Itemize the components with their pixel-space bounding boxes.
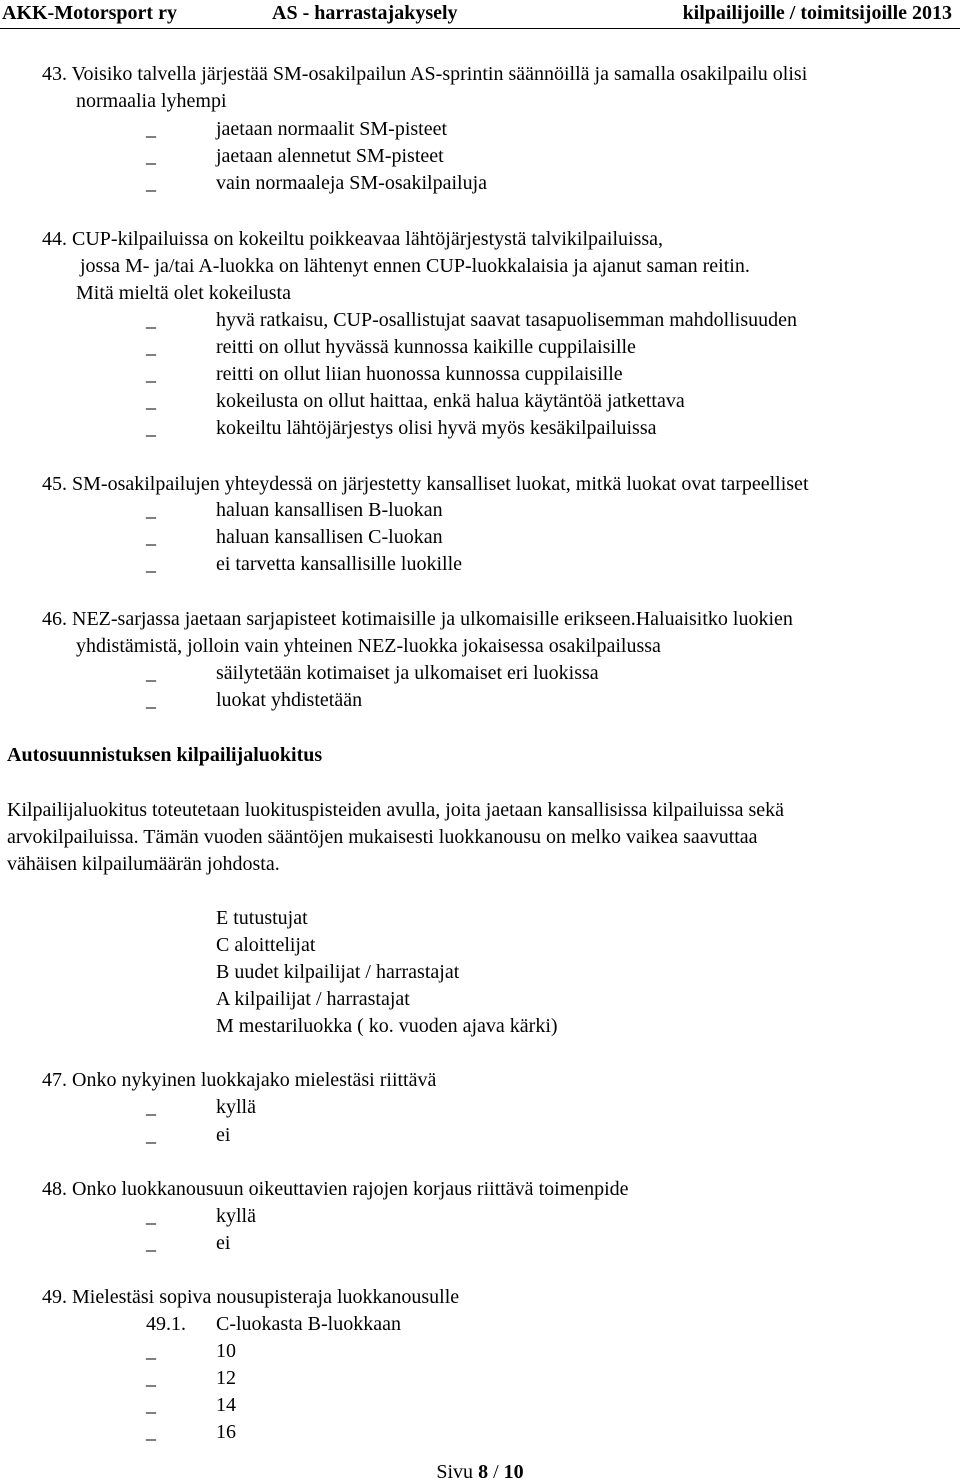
class-c: C aloittelijat (216, 934, 316, 956)
q44-option-2: reitti on ollut hyvässä kunnossa kaikille cuppilaisille (216, 336, 636, 358)
page-header (0, 0, 960, 29)
option-blank[interactable]: _ (146, 417, 156, 439)
option-blank[interactable]: _ (146, 1124, 156, 1146)
question-44-line3: Mitä mieltä olet kokeilusta (76, 282, 291, 304)
section-paragraph-line1: Kilpailijaluokitus toteutetaan luokituspisteiden avulla, joita jaetaan kansallisissa kilpailuissa sekä (7, 799, 785, 821)
option-blank[interactable]: _ (146, 1394, 156, 1416)
class-e: E tutustujat (216, 907, 308, 929)
footer-total-pages: 10 (503, 1461, 524, 1483)
class-b: B uudet kilpailijat / harrastajat (216, 961, 460, 983)
option-blank[interactable]: _ (146, 118, 156, 140)
question-46-line2: yhdistämistä, jolloin vain yhteinen NEZ-luokka jokaisessa osakilpailussa (76, 635, 661, 657)
q45-option-2: haluan kansallisen C-luokan (216, 526, 443, 548)
option-blank[interactable]: _ (146, 1367, 156, 1389)
section-paragraph-line2: arvokilpailuissa. Tämän vuoden sääntöjen mukaisesti luokkanousu on melko vaikea saavuttaa (7, 826, 758, 848)
q43-option-1: jaetaan normaalit SM-pisteet (216, 118, 448, 140)
section-heading: Autosuunnistuksen kilpailijaluokitus (7, 744, 323, 766)
option-blank[interactable]: _ (146, 363, 156, 385)
question-46-line1: 46. NEZ-sarjassa jaetaan sarjapisteet kotimaisille ja ulkomaisille erikseen.Haluaisitko luokien (42, 608, 793, 630)
option-blank[interactable]: _ (146, 499, 156, 521)
question-49: 49. Mielestäsi sopiva nousupisteraja luokkanousulle (42, 1286, 460, 1308)
option-blank[interactable]: _ (146, 1205, 156, 1227)
option-blank[interactable]: _ (146, 1096, 156, 1118)
q44-option-5: kokeiltu lähtöjärjestys olisi hyvä myös kesäkilpailuissa (216, 417, 657, 439)
section-paragraph-line3: vähäisen kilpailumäärän johdosta. (7, 853, 280, 875)
option-blank[interactable]: _ (146, 526, 156, 548)
question-43-line2: normaalia lyhempi (76, 90, 227, 112)
header-org: AKK-Motorsport ry (2, 2, 177, 24)
q43-option-3: vain normaaleja SM-osakilpailuja (216, 172, 488, 194)
class-a: A kilpailijat / harrastajat (216, 988, 410, 1010)
class-m: M mestariluokka ( ko. vuoden ajava kärki) (216, 1015, 558, 1037)
header-audience: kilpailijoille / toimitsijoille 2013 (682, 2, 952, 24)
option-blank[interactable]: _ (146, 689, 156, 711)
q49-option-10: 10 (216, 1340, 236, 1362)
q47-option-no: ei (216, 1124, 231, 1146)
q45-option-1: haluan kansallisen B-luokan (216, 499, 443, 521)
q43-option-2: jaetaan alennetut SM-pisteet (216, 145, 444, 167)
option-blank[interactable]: _ (146, 172, 156, 194)
option-blank[interactable]: _ (146, 309, 156, 331)
question-48: 48. Onko luokkanousuun oikeuttavien rajojen korjaus riittävä toimenpide (42, 1178, 629, 1200)
q48-option-no: ei (216, 1232, 231, 1254)
q49-option-14: 14 (216, 1394, 236, 1416)
option-blank[interactable]: _ (146, 553, 156, 575)
q49-option-16: 16 (216, 1421, 236, 1443)
option-blank[interactable]: _ (146, 1232, 156, 1254)
question-49-1-number: 49.1. (146, 1313, 186, 1335)
question-45-line1: 45. SM-osakilpailujen yhteydessä on järjestetty kansalliset luokat, mitkä luokat ovat tarpeelliset (42, 473, 809, 495)
q45-option-3: ei tarvetta kansallisille luokille (216, 553, 463, 575)
q47-option-yes: kyllä (216, 1096, 256, 1118)
option-blank[interactable]: _ (146, 145, 156, 167)
option-blank[interactable]: _ (146, 1340, 156, 1362)
question-43-line1: 43. Voisiko talvella järjestää SM-osakilpailun AS-sprintin säännöillä ja samalla osakilpailu olisi (42, 63, 808, 85)
option-blank[interactable]: _ (146, 1421, 156, 1443)
footer-current-page: 8 (478, 1461, 489, 1483)
option-blank[interactable]: _ (146, 662, 156, 684)
footer-separator: / (488, 1461, 504, 1483)
q46-option-2: luokat yhdistetään (216, 689, 363, 711)
question-47: 47. Onko nykyinen luokkajako mielestäsi riittävä (42, 1069, 437, 1091)
question-44-line2: jossa M- ja/tai A-luokka on lähtenyt ennen CUP-luokkalaisia ja ajanut saman reitin. (80, 255, 750, 277)
q46-option-1: säilytetään kotimaiset ja ulkomaiset eri luokissa (216, 662, 599, 684)
q44-option-1: hyvä ratkaisu, CUP-osallistujat saavat tasapuolisemman mahdollisuuden (216, 309, 798, 331)
question-49-1-text: C-luokasta B-luokkaan (216, 1313, 401, 1335)
question-44-line1: 44. CUP-kilpailuissa on kokeiltu poikkeavaa lähtöjärjestystä talvikilpailuissa, (42, 228, 664, 250)
q49-option-12: 12 (216, 1367, 236, 1389)
option-blank[interactable]: _ (146, 390, 156, 412)
option-blank[interactable]: _ (146, 336, 156, 358)
q44-option-4: kokeilusta on ollut haittaa, enkä halua käytäntöä jatkettava (216, 390, 685, 412)
q48-option-yes: kyllä (216, 1205, 256, 1227)
header-survey-title: AS - harrastajakysely (272, 2, 458, 24)
page-footer (0, 1460, 960, 1484)
footer-prefix: Sivu (436, 1461, 479, 1483)
q44-option-3: reitti on ollut liian huonossa kunnossa cuppilaisille (216, 363, 623, 385)
